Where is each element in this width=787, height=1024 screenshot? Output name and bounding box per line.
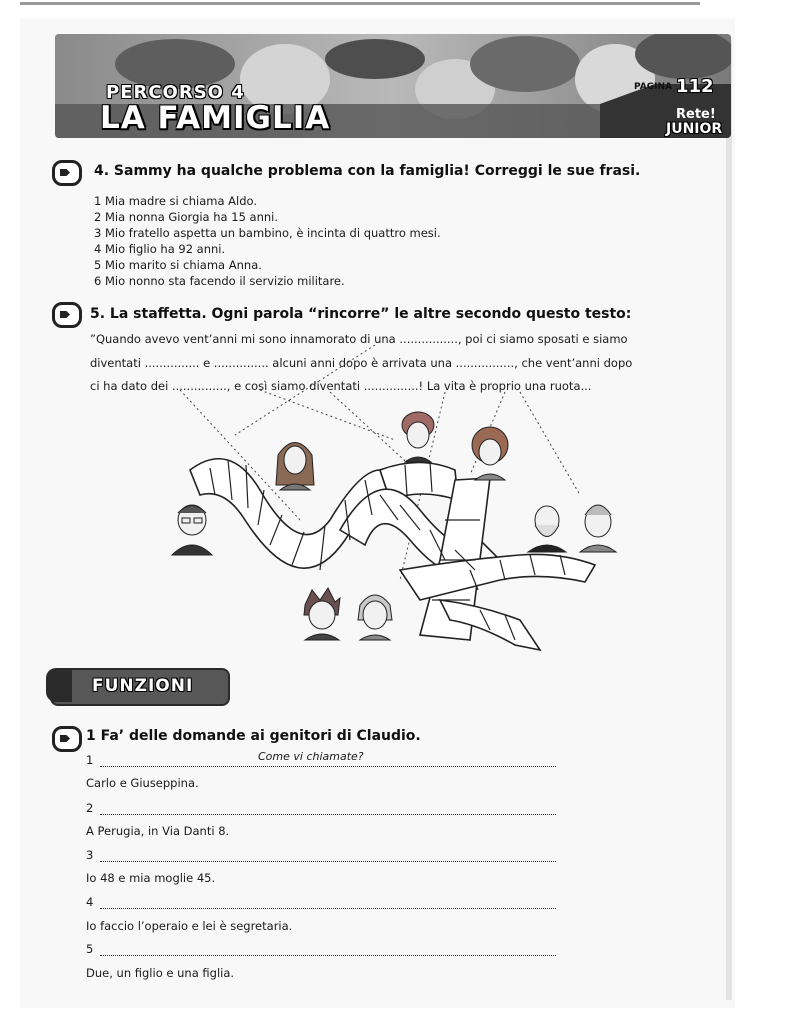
face-girl-icon (358, 595, 392, 640)
question-number: 2 (86, 801, 94, 815)
question-number: 5 (86, 942, 94, 956)
question-number: 4 (86, 895, 94, 909)
exercise4-line: 6 Mio nonno sta facendo il servizio militare. (94, 274, 345, 288)
exercise4-title: 4. Sammy ha qualche problema con la famiglia! Correggi le sue frasi. (94, 163, 641, 179)
dotted-arrows (180, 345, 580, 580)
brand-sub-logo: JUNIOR (666, 121, 723, 137)
brand-logo: Rete! (676, 107, 716, 122)
example-question: Come vi chiamate? (258, 750, 364, 763)
response-text: A Perugia, in Via Danti 8. (86, 824, 230, 838)
answer-line[interactable] (100, 943, 556, 956)
page-number: 112 (676, 76, 714, 97)
section-banner-funzioni (50, 668, 230, 706)
face-grandmother-icon (580, 505, 616, 552)
exercise1-title: 1 Fa’ delle domande ai genitori di Claudio. (86, 728, 421, 744)
answer-line[interactable] (100, 802, 556, 815)
relay-track (190, 459, 595, 650)
response-text: Io 48 e mia moglie 45. (86, 871, 216, 885)
exercise-marker-icon (52, 726, 82, 752)
exercise4-line: 3 Mio fratello aspetta un bambino, è incinta di quattro mesi. (94, 226, 441, 240)
exercise4-line: 1 Mia madre si chiama Aldo. (94, 194, 257, 208)
question-number: 1 (86, 753, 94, 767)
exercise5-text-line: ”Quando avevo vent’anni mi sono innamorato di una ................, poi ci siamo sposati e siamo (90, 332, 628, 346)
exercise4-line: 4 Mio figlio ha 92 anni. (94, 242, 226, 256)
page-label: PAGINA (634, 82, 672, 92)
question-number: 3 (86, 848, 94, 862)
response-text: Due, un figlio e una figlia. (86, 966, 235, 980)
face-boy-icon (304, 588, 340, 640)
exercise4-line: 5 Mio marito si chiama Anna. (94, 258, 262, 272)
face-curly-woman-icon (472, 427, 508, 480)
face-man-glasses-icon (172, 505, 212, 555)
face-woman-icon (402, 412, 434, 462)
section-label: FUNZIONI (92, 676, 194, 696)
exercise5-text-line: ci ha dato dei ..............., e così siamo diventati ...............! La vita è proprio una ruota... (90, 379, 592, 393)
chapter-title: LA FAMIGLIA (100, 100, 331, 136)
answer-line[interactable] (100, 896, 556, 909)
exercise4-line: 2 Mia nonna Giorgia ha 15 anni. (94, 210, 279, 224)
response-text: Carlo e Giuseppina. (86, 776, 199, 790)
percorso-label: PERCORSO 4 (106, 82, 245, 103)
answer-line[interactable] (100, 849, 556, 862)
face-grandfather-icon (528, 506, 566, 552)
response-text: Io faccio l’operaio e lei è segretaria. (86, 919, 293, 933)
exercise5-text-line: diventati ............... e ............... alcuni anni dopo è arrivata una ................, che vent’anni dopo (90, 356, 633, 370)
exercise5-title: 5. La staffetta. Ogni parola “rincorre” le altre secondo questo testo: (90, 306, 632, 322)
face-young-woman-icon (276, 443, 314, 491)
